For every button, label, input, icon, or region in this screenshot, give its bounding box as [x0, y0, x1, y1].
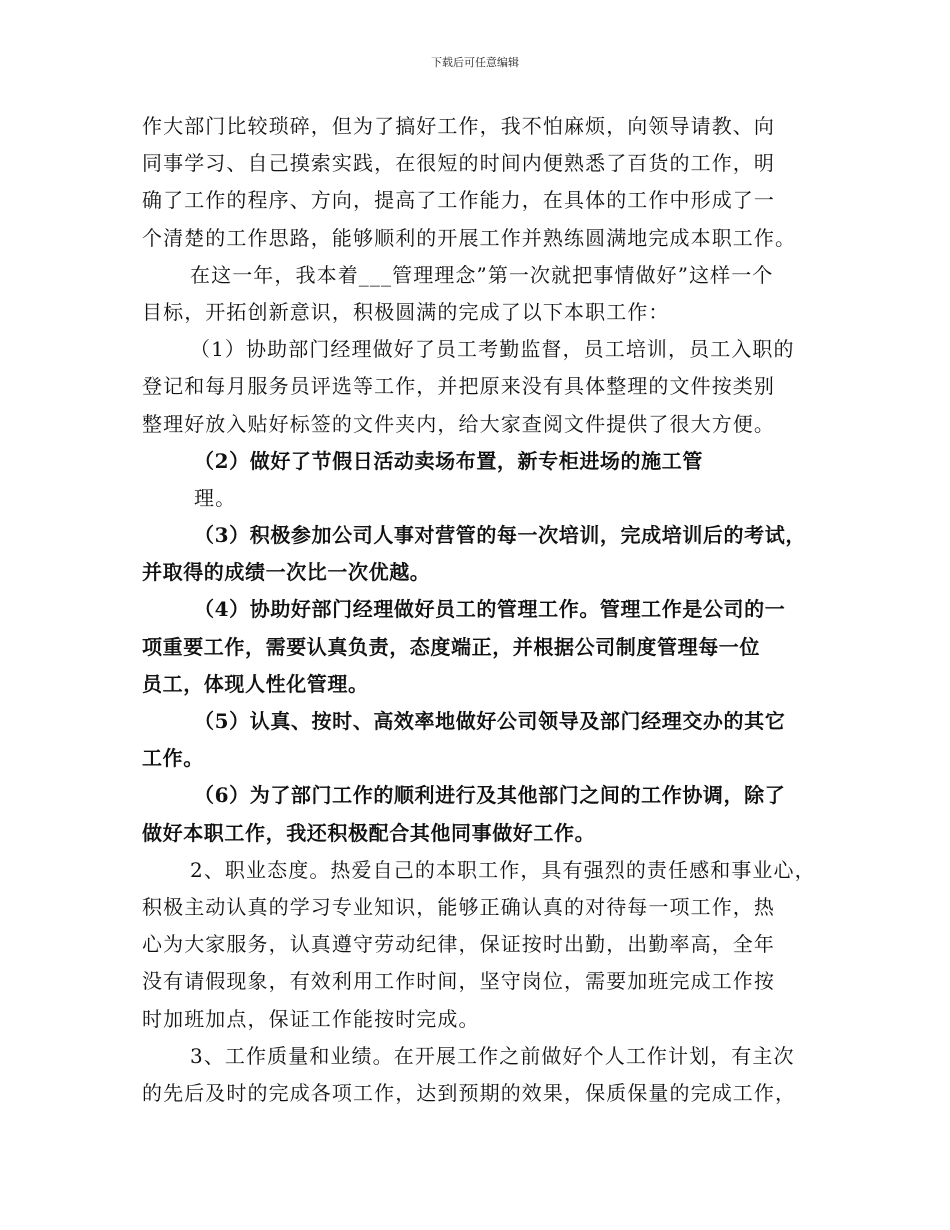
list-item-line: 并取得的成绩一次比一次优越。 [142, 560, 431, 585]
paragraph-line: 确了工作的程序、方向，提高了工作能力，在具体的工作中形成了一 [142, 188, 775, 213]
list-item-line: （4）协助好部门经理做好员工的管理工作。管理工作是公司的一 [194, 597, 786, 622]
page-header: 下载后可任意编辑 [431, 56, 519, 69]
paragraph-line: 同事学习、自己摸索实践，在很短的时间内便熟悉了百货的工作，明 [142, 151, 775, 176]
paragraph-line: 心为大家服务，认真遵守劳动纪律，保证按时出勤，出勤率高，全年 [142, 932, 775, 957]
list-item-line: （2）做好了节假日活动卖场布置，新专柜进场的施工管 [194, 448, 703, 473]
document-body [142, 108, 822, 1112]
section-heading-line: 3、工作质量和业绩。在开展工作之前做好个人工作计划，有主次 [190, 1043, 795, 1068]
paragraph-line: 在这一年，我本着___管理理念”第一次就把事情做好”这样一个 [190, 262, 774, 287]
list-item-line: 员工，体现人性化管理。 [142, 671, 369, 696]
list-item-line: （6）为了部门工作的顺利进行及其他部门之间的工作协调，除了 [194, 783, 786, 808]
paragraph-line: 的先后及时的完成各项工作，达到预期的效果，保质保量的完成工作， [142, 1080, 797, 1105]
paragraph-line: 积极主动认真的学习专业知识，能够正确认真的对待每一项工作，热 [142, 894, 775, 919]
paragraph-line: 时加班加点，保证工作能按时完成。 [142, 1006, 480, 1031]
section-heading-line: 2、职业态度。热爱自己的本职工作，具有强烈的责任感和事业心， [190, 857, 816, 882]
list-item-line: 项重要工作，需要认真负责，态度端正，并根据公司制度管理每一位 [142, 634, 760, 659]
list-item-line: （3）积极参加公司人事对营管的每一次培训，完成培训后的考试， [194, 523, 806, 548]
paragraph-line: 个清楚的工作思路，能够顺利的开展工作并熟练圆满地完成本职工作。 [142, 225, 797, 250]
list-item-line: 做好本职工作，我还积极配合其他同事做好工作。 [142, 820, 596, 845]
paragraph-line: 作大部门比较琐碎，但为了搞好工作，我不怕麻烦，向领导请教、向 [142, 114, 775, 138]
list-item-line: 整理好放入贴好标签的文件夹内，给大家查阅文件提供了很大方便。 [142, 411, 775, 436]
list-item-line: （5）认真、按时、高效率地做好公司领导及部门经理交办的其它 [194, 709, 786, 733]
list-item-line: 工作。 [142, 746, 204, 771]
list-item-line: 理。 [194, 485, 237, 510]
paragraph-line: 目标，开拓创新意识，积极圆满的完成了以下本职工作： [142, 299, 670, 324]
paragraph-line: 没有请假现象，有效利用工作时间，坚守岗位，需要加班完成工作按 [142, 969, 775, 994]
list-item-line: （1）协助部门经理做好了员工考勤监督，员工培训，员工入职的 [190, 337, 795, 362]
list-item-line: 登记和每月服务员评选等工作，并把原来没有具体整理的文件按类别 [142, 374, 775, 399]
